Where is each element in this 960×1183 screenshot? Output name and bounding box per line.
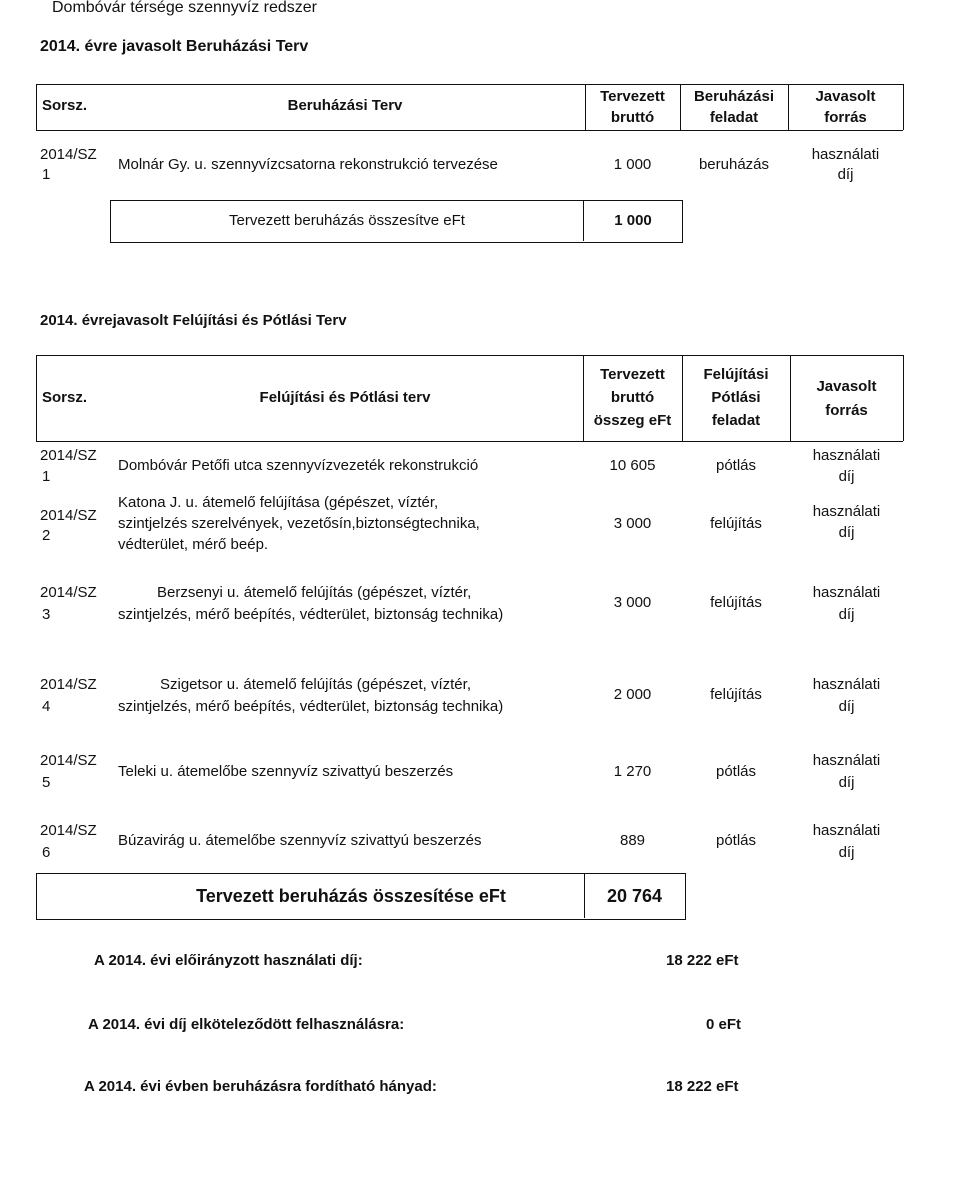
row-sorsz-line2: 5 <box>42 774 51 791</box>
summary-value: 18 222 eFt <box>666 952 739 969</box>
header-forras-line1: Javasolt <box>816 378 877 395</box>
header-brutto-line1: Tervezett <box>600 88 665 105</box>
row-forras-line1: használati <box>812 503 881 520</box>
row-brutto: 3 000 <box>613 515 652 532</box>
row-brutto: 10 605 <box>609 457 656 474</box>
header-brutto-line3: összeg eFt <box>593 412 672 429</box>
row-forras-line1: használati <box>811 146 880 163</box>
beruhazasi-total-value: 1 000 <box>614 212 652 229</box>
summary-value: 18 222 eFt <box>666 1078 739 1095</box>
row-description-line1: Szigetsor u. átemelő felújítás (gépészet, víztér, <box>160 676 471 693</box>
row-description: Búzavirág u. átemelőbe szennyvíz szivattyú beszerzés <box>118 832 482 849</box>
header-brutto-line2: bruttó <box>610 389 655 406</box>
header-brutto-line1: Tervezett <box>600 366 665 383</box>
row-description-line2: szintjelzés, mérő beépítés, védterület, biztonság technika) <box>118 606 504 623</box>
row-description-line1: Katona J. u. átemelő felújítása (gépészet, víztér, <box>118 494 439 511</box>
document-title: Dombóvár térsége szennyvíz redszer <box>52 0 317 16</box>
row-forras-line1: használati <box>812 676 881 693</box>
header-feladat-line1: Felújítási <box>703 366 769 383</box>
row-description: Molnár Gy. u. szennyvízcsatorna rekonstrukció tervezése <box>118 156 498 173</box>
row-feladat: pótlás <box>715 832 757 849</box>
header-terv: Beruházási Terv <box>287 97 403 114</box>
header-forras-line2: forrás <box>825 402 868 419</box>
row-forras-line1: használati <box>812 752 881 769</box>
header-sorsz: Sorsz. <box>42 389 88 406</box>
felujitasi-total-value: 20 764 <box>606 886 663 906</box>
row-brutto: 1 270 <box>613 763 652 780</box>
row-description-line3: védterület, mérő beép. <box>118 536 269 553</box>
beruhazasi-total-label: Tervezett beruházás összesítve eFt <box>229 212 465 229</box>
header-feladat-line2: Pótlási <box>711 389 761 406</box>
row-forras-line2: díj <box>838 844 855 861</box>
row-forras-line1: használati <box>812 584 881 601</box>
row-feladat: pótlás <box>715 457 757 474</box>
felujitasi-heading: 2014. évrejavasolt Felújítási és Pótlási Terv <box>40 312 347 329</box>
row-sorsz-line2: 1 <box>42 468 51 485</box>
row-sorsz-line2: 2 <box>42 527 51 544</box>
row-forras-line2: díj <box>837 166 854 183</box>
row-sorsz-line1: 2014/SZ <box>40 146 97 163</box>
row-sorsz-line1: 2014/SZ <box>40 447 97 464</box>
row-description-line2: szintjelzés szerelvények, vezetősín,biztonségtechnika, <box>118 515 480 532</box>
row-forras-line1: használati <box>812 447 881 464</box>
row-feladat: felújítás <box>710 686 762 703</box>
row-sorsz-line1: 2014/SZ <box>40 752 97 769</box>
header-feladat-line2: feladat <box>709 109 759 126</box>
row-forras-line1: használati <box>812 822 881 839</box>
row-feladat: felújítás <box>710 515 762 532</box>
row-sorsz-line1: 2014/SZ <box>40 507 97 524</box>
header-sorsz: Sorsz. <box>42 97 88 114</box>
beruhazasi-heading: 2014. évre javasolt Beruházási Terv <box>40 38 309 55</box>
row-brutto: 889 <box>619 832 646 849</box>
row-sorsz-line1: 2014/SZ <box>40 822 97 839</box>
row-sorsz-line2: 4 <box>42 698 51 715</box>
row-brutto: 3 000 <box>613 594 652 611</box>
row-forras-line2: díj <box>838 774 855 791</box>
header-forras-line2: forrás <box>824 109 867 126</box>
row-feladat: pótlás <box>715 763 757 780</box>
row-forras-line2: díj <box>838 524 855 541</box>
header-feladat-line3: feladat <box>711 412 761 429</box>
row-forras-line2: díj <box>838 606 855 623</box>
row-brutto: 1 000 <box>613 156 652 173</box>
header-brutto-line2: bruttó <box>610 109 655 126</box>
row-sorsz-line1: 2014/SZ <box>40 676 97 693</box>
felujitasi-total-label: Tervezett beruházás összesítése eFt <box>196 886 506 906</box>
summary-label: A 2014. évi díj elköteleződött felhasználásra: <box>88 1016 405 1033</box>
row-feladat: beruházás <box>698 156 770 173</box>
header-terv: Felújítási és Pótlási terv <box>259 389 431 406</box>
header-feladat-line1: Beruházási <box>693 88 775 105</box>
row-sorsz-line2: 6 <box>42 844 51 861</box>
header-forras-line1: Javasolt <box>815 88 876 105</box>
row-forras-line2: díj <box>838 698 855 715</box>
summary-value: 0 eFt <box>706 1016 742 1033</box>
row-description: Teleki u. átemelőbe szennyvíz szivattyú beszerzés <box>118 763 454 780</box>
row-brutto: 2 000 <box>613 686 652 703</box>
row-feladat: felújítás <box>710 594 762 611</box>
row-description: Dombóvár Petőfi utca szennyvízvezeték rekonstrukció <box>118 457 479 474</box>
summary-label: A 2014. évi előirányzott használati díj: <box>94 952 363 969</box>
row-forras-line2: díj <box>838 468 855 485</box>
summary-label: A 2014. évi évben beruházásra fordítható hányad: <box>84 1078 437 1095</box>
row-sorsz-line2: 3 <box>42 606 51 623</box>
row-description-line2: szintjelzés, mérő beépítés, védterület, biztonság technika) <box>118 698 504 715</box>
row-description-line1: Berzsenyi u. átemelő felújítás (gépészet, víztér, <box>157 584 472 601</box>
row-sorsz-line2: 1 <box>42 166 51 183</box>
row-sorsz-line1: 2014/SZ <box>40 584 97 601</box>
